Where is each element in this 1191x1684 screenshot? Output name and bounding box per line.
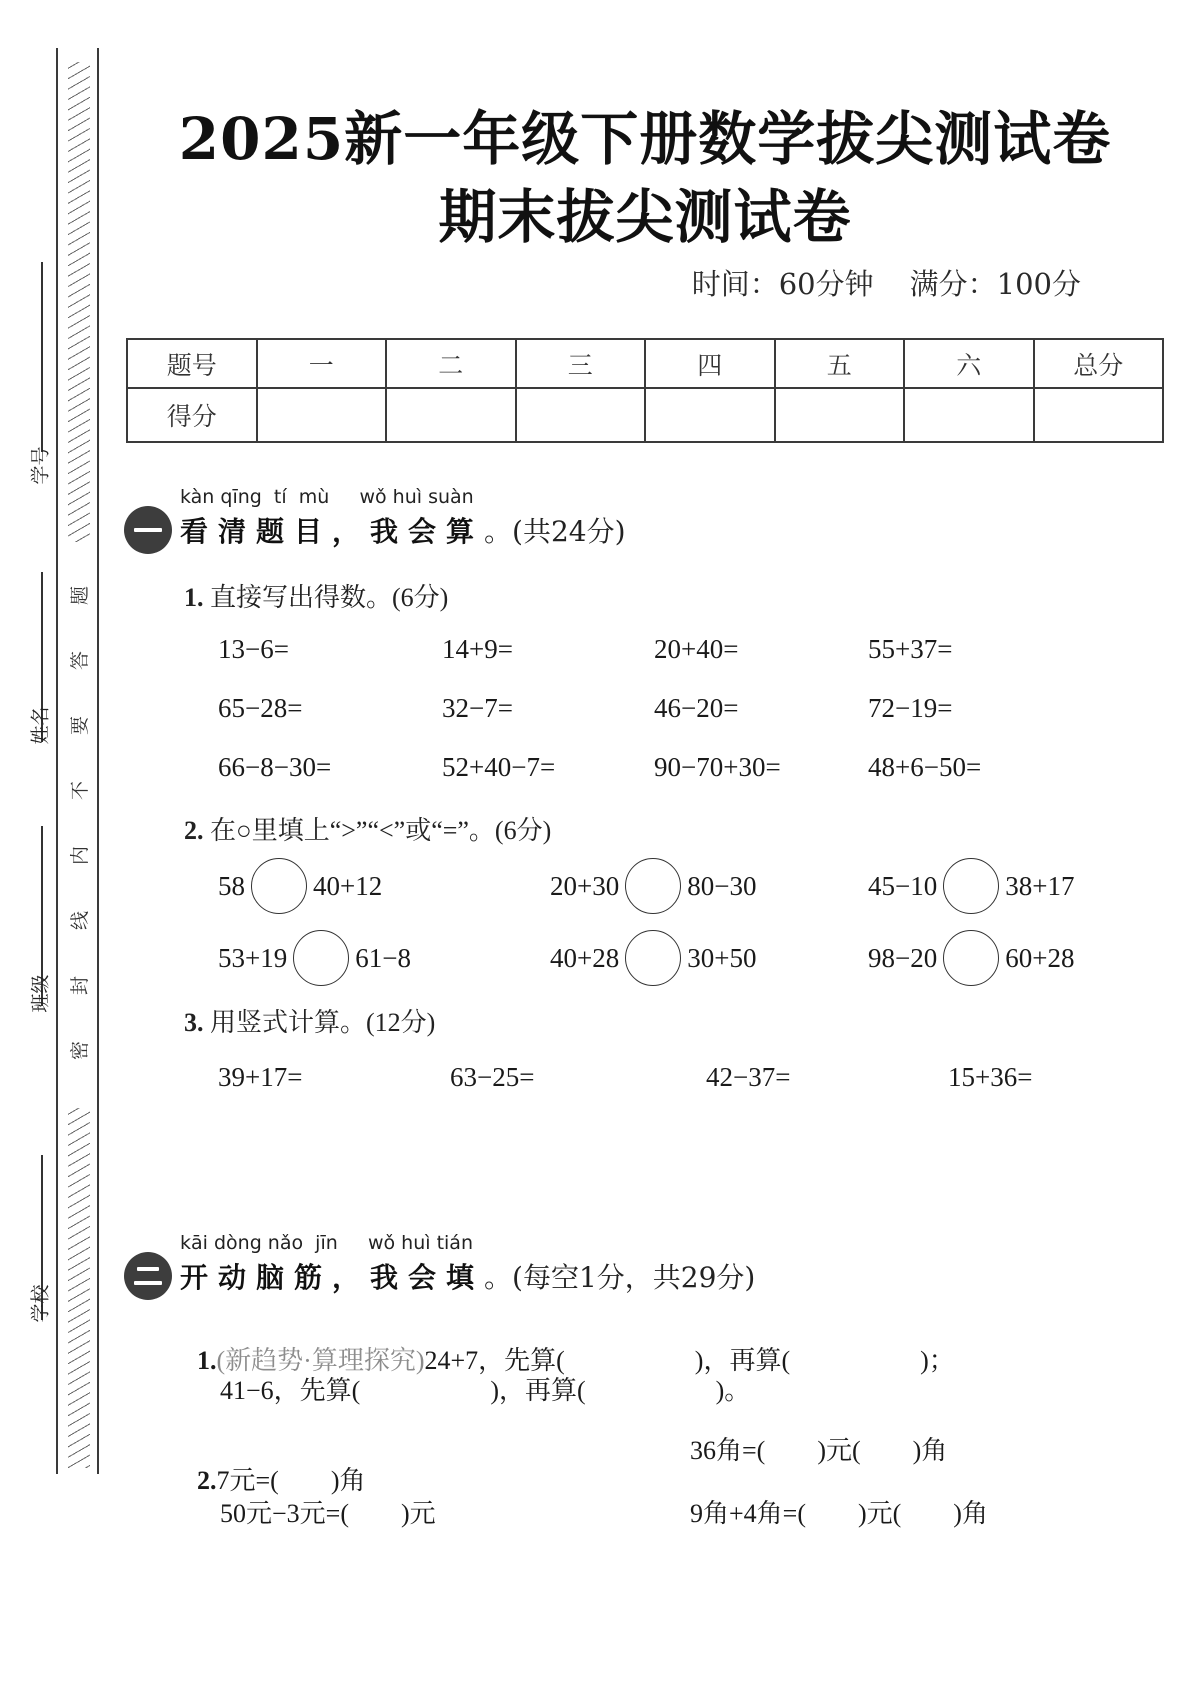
- section-2-title-text: 开动脑筋，我会填: [180, 1261, 485, 1294]
- score-header-cell: 四: [645, 339, 775, 388]
- school-label: 学校: [29, 1284, 52, 1323]
- compare-circle-input[interactable]: [625, 858, 681, 914]
- page-subtitle: 期末拔尖测试卷: [438, 183, 852, 251]
- compare-item: 40+28 30+50: [550, 930, 756, 986]
- binding-line-left: [56, 48, 58, 1474]
- section-1-title: [180, 510, 626, 550]
- compare-circle-input[interactable]: [943, 858, 999, 914]
- section-2-badge-icon: [124, 1252, 172, 1300]
- compare-item: 58 40+12: [218, 858, 382, 914]
- score-header-cell: 六: [904, 339, 1034, 388]
- student-number-label: 学号: [29, 446, 52, 485]
- section-2-title: [180, 1256, 755, 1296]
- question-1-3: 3. 用竖式计算。(12分): [184, 1008, 436, 1037]
- score-header-cell: 一: [257, 339, 387, 388]
- calc-item: 90−70+30=: [654, 752, 781, 782]
- seal-char: 线: [69, 910, 92, 931]
- score-cell[interactable]: [386, 388, 516, 442]
- compare-item: 20+30 80−30: [550, 858, 756, 914]
- calc-item: 32−7=: [442, 693, 513, 723]
- calc-item: 52+40−7=: [442, 752, 556, 782]
- seal-char: 要: [69, 715, 92, 736]
- question-1-2: 2. 在○里填上“>”“<”或“=”。(6分): [184, 816, 552, 845]
- question-2-2-item: 9角+4角=( )元( )角: [690, 1499, 988, 1528]
- compare-item: 53+19 61−8: [218, 930, 411, 986]
- question-2-1-line-2: 41−6，先算( )，再算( )。: [220, 1376, 751, 1405]
- question-2-2-item: 2.7元=( )角: [197, 1466, 366, 1495]
- name-label: 姓名: [29, 706, 52, 745]
- score-header-cell: 五: [775, 339, 905, 388]
- calc-item: 14+9=: [442, 634, 513, 664]
- score-header-cell: 三: [516, 339, 646, 388]
- seal-char: 封: [69, 975, 92, 996]
- binding-hatch-top: [68, 62, 90, 542]
- vertical-calc-item: 39+17=: [218, 1062, 303, 1092]
- compare-circle-input[interactable]: [625, 930, 681, 986]
- calc-item: 66−8−30=: [218, 752, 332, 782]
- score-header-cell: 二: [386, 339, 516, 388]
- calc-item: 65−28=: [218, 693, 303, 723]
- vertical-calc-item: 15+36=: [948, 1062, 1033, 1092]
- calc-item: 55+37=: [868, 634, 953, 664]
- question-1-1: 1. 直接写出得数。(6分): [184, 583, 449, 612]
- exam-full-score: 满分：100分: [909, 267, 1081, 301]
- exam-time: 时间：60分钟: [691, 267, 874, 301]
- compare-item: 45−10 38+17: [868, 858, 1074, 914]
- score-cell[interactable]: [904, 388, 1034, 442]
- binding-margin: [0, 0, 110, 1684]
- section-2-pinyin: kāi dòng nǎo jīn wǒ huì tián: [180, 1232, 473, 1254]
- compare-circle-input[interactable]: [943, 930, 999, 986]
- seal-char: 密: [69, 1040, 92, 1061]
- calc-item: 20+40=: [654, 634, 739, 664]
- seal-char: 题: [69, 585, 92, 606]
- score-row-label: 得分: [127, 388, 257, 442]
- score-cell[interactable]: [1034, 388, 1164, 442]
- class-label: 班级: [29, 974, 52, 1013]
- calc-item: 13−6=: [218, 634, 289, 664]
- question-tag: (新趋势·算理探究): [216, 1346, 425, 1375]
- vertical-calc-item: 42−37=: [706, 1062, 791, 1092]
- binding-hatch-bottom: [68, 1108, 90, 1468]
- score-table: [126, 338, 1164, 443]
- seal-line-notice: [66, 582, 92, 1064]
- section-1-title-text: 看清题目，我会算: [180, 515, 485, 548]
- score-cell[interactable]: [516, 388, 646, 442]
- vertical-calc-item: 63−25=: [450, 1062, 535, 1092]
- question-2-2-item: 50元−3元=( )元: [220, 1499, 436, 1528]
- score-cell[interactable]: [257, 388, 387, 442]
- seal-char: 内: [69, 845, 92, 866]
- section-1-points: 。(共24分): [484, 515, 626, 548]
- binding-line-right: [97, 48, 99, 1474]
- score-header-cell: 总分: [1034, 339, 1164, 388]
- seal-char: 不: [69, 780, 92, 801]
- score-header-cell: 题号: [127, 339, 257, 388]
- score-table-row: [127, 388, 1163, 442]
- seal-char: 答: [69, 650, 92, 671]
- score-cell[interactable]: [775, 388, 905, 442]
- calc-item: 46−20=: [654, 693, 739, 723]
- compare-circle-input[interactable]: [293, 930, 349, 986]
- question-2-1-line-1: 1.(新趋势·算理探究)24+7，先算( )，再算( )；: [197, 1346, 955, 1375]
- section-2-points: 。(每空1分，共29分): [484, 1261, 756, 1294]
- section-1-pinyin: kàn qīng tí mù wǒ huì suàn: [180, 486, 474, 508]
- section-1-badge-icon: [124, 506, 172, 554]
- calc-item: 72−19=: [868, 693, 953, 723]
- question-2-2-item: 36角=( )元( )角: [690, 1436, 948, 1465]
- compare-circle-input[interactable]: [251, 858, 307, 914]
- compare-item: 98−20 60+28: [868, 930, 1074, 986]
- exam-meta: [692, 262, 1081, 303]
- page-title: 2025新一年级下册数学拔尖测试卷: [178, 105, 1112, 173]
- score-cell[interactable]: [645, 388, 775, 442]
- score-table-header: [127, 339, 1163, 388]
- student-number-field[interactable]: [41, 262, 43, 452]
- calc-item: 48+6−50=: [868, 752, 982, 782]
